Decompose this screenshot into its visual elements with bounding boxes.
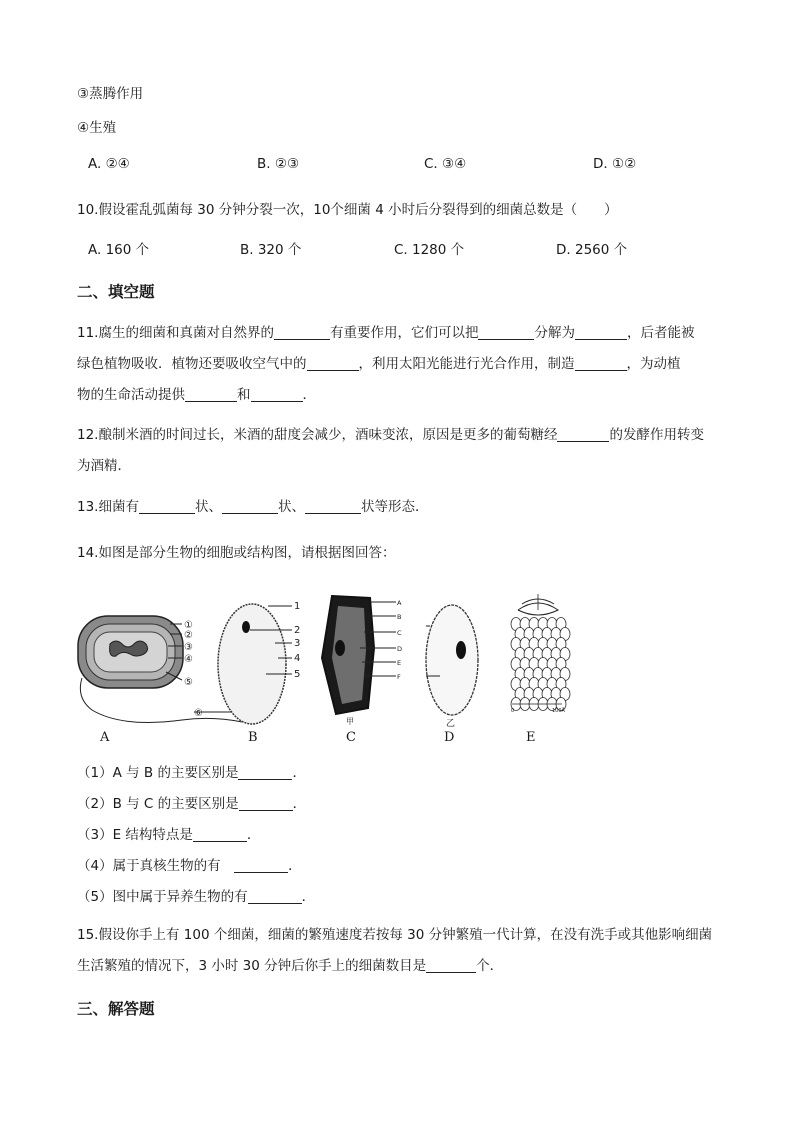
q15-text: 15.假设你手上有 100 个细菌，细菌的繁殖速度若按每 30 分钟繁殖一代计算，在没有洗手或其他影响细菌 — [77, 927, 713, 943]
a-part-label: ① — [184, 620, 193, 631]
sub-question-text: ． — [246, 827, 261, 843]
q13-text: 13.细菌有 — [77, 499, 139, 515]
q11-text: 和 — [237, 387, 251, 403]
q11-text: 分解为 — [534, 325, 575, 341]
q14-sub-4 — [77, 854, 302, 874]
sub-question-text: ． — [292, 796, 307, 812]
answer-blank[interactable] — [193, 826, 247, 842]
q10-option-a[interactable]: A. 160 个 — [88, 242, 150, 258]
q9-option-b[interactable]: B. ②③ — [257, 156, 300, 172]
answer-blank[interactable] — [238, 764, 292, 780]
c-caption: 甲 — [346, 717, 354, 726]
section-title-answer: 三、解答题 — [77, 1000, 155, 1018]
q10-option-b[interactable]: B. 320 个 — [240, 242, 302, 258]
sub-question-text: ． — [288, 858, 302, 874]
answer-blank[interactable] — [234, 857, 288, 873]
answer-blank[interactable] — [557, 426, 609, 442]
q11-text: 物的生命活动提供 — [77, 387, 185, 403]
sub-question-text: （5）图中属于异养生物的有 — [77, 889, 248, 905]
q11-text: ，为动植 — [626, 356, 681, 372]
figure-label-a: A — [100, 730, 110, 745]
a-part-label: ② — [184, 630, 193, 641]
q11-text: ，利用太阳光能进行光合作用，制造 — [358, 356, 575, 372]
q15 — [77, 920, 722, 982]
plant-cell-drawing — [322, 596, 396, 714]
c-part-label: B — [397, 613, 402, 621]
q14-sub-3 — [77, 823, 260, 843]
cell-d-drawing — [426, 605, 478, 715]
answer-blank[interactable] — [251, 386, 303, 402]
answer-blank[interactable] — [139, 498, 195, 514]
q11-text: ． — [302, 387, 316, 403]
q14-sub-2 — [77, 792, 306, 812]
q12-text: 12.酿制米酒的时间过长，米酒的甜度会减少，酒味变浓，原因是更多的葡萄糖经 — [77, 427, 558, 443]
answer-blank[interactable] — [575, 324, 627, 340]
b-part-label: 3 — [294, 638, 301, 649]
a-part-label: ⑥ — [194, 708, 203, 719]
c-part-label: D — [397, 645, 403, 653]
a-part-label: ④ — [184, 654, 193, 665]
q14-stem: 14.如图是部分生物的细胞或结构图，请根据图回答： — [77, 545, 396, 561]
answer-blank[interactable] — [575, 355, 627, 371]
q10-option-c[interactable]: C. 1280 个 — [394, 242, 465, 258]
figure-label-b: B — [248, 730, 258, 745]
q11-text: 有重要作用，它们可以把 — [329, 325, 479, 341]
q9-option-c[interactable]: C. ③④ — [424, 156, 467, 172]
q14-sub-1 — [77, 761, 306, 781]
cell-structure-figure — [70, 588, 590, 750]
c-part-label: C — [397, 629, 402, 637]
sub-question-text: ． — [292, 765, 306, 781]
answer-blank[interactable] — [478, 324, 534, 340]
b-part-label: 1 — [294, 601, 301, 612]
answer-blank[interactable] — [305, 498, 361, 514]
b-part-label: 4 — [294, 653, 301, 664]
e-scale-left: 0 — [511, 708, 515, 714]
answer-blank[interactable] — [185, 386, 237, 402]
q11-text: 11.腐生的细菌和真菌对自然界的 — [77, 325, 274, 341]
q9-item-3: ③蒸腾作用 — [77, 86, 144, 102]
q10-option-d[interactable]: D. 2560 个 — [556, 242, 628, 258]
sub-question-text: ． — [301, 889, 316, 905]
b-part-label: 5 — [294, 669, 301, 680]
virus-drawing — [511, 594, 570, 711]
c-part-label: F — [397, 673, 401, 681]
q12-text: 为酒精． — [77, 458, 131, 474]
q15-text: 个． — [476, 958, 504, 974]
q9-option-d[interactable]: D. ①② — [593, 156, 637, 172]
figure-label-c: C — [346, 730, 356, 745]
section-title-fill-blank: 二、填空题 — [77, 283, 155, 301]
c-part-label: E — [397, 659, 402, 667]
q13 — [77, 492, 722, 523]
c-part-label: A — [397, 599, 402, 607]
animal-cell-drawing — [218, 604, 292, 724]
a-part-label: ⑤ — [184, 677, 193, 688]
answer-blank[interactable] — [426, 957, 476, 973]
q15-text: 生活繁殖的情况下，3 小时 30 分钟后你手上的细菌数目是 — [77, 958, 427, 974]
q9-item-4: ④生殖 — [77, 120, 117, 136]
a-part-label: ③ — [184, 642, 193, 653]
e-scale-right: 100Å — [552, 708, 565, 714]
b-part-label: 2 — [294, 625, 301, 636]
q11-text: 绿色植物吸收．植物还要吸收空气中的 — [77, 356, 307, 372]
d-caption: 乙 — [446, 719, 456, 729]
q11 — [77, 318, 722, 411]
q11-text: ，后者能被 — [626, 325, 695, 341]
sub-question-text: （1）A 与 B 的主要区别是 — [77, 765, 239, 781]
answer-blank[interactable] — [239, 795, 293, 811]
figure-label-d: D — [444, 730, 455, 745]
q12-text: 的发酵作用转变 — [609, 427, 704, 443]
q13-text: 状等形态． — [360, 499, 429, 515]
sub-question-text: （2）B 与 C 的主要区别是 — [77, 796, 239, 812]
q12 — [77, 420, 722, 482]
answer-blank[interactable] — [222, 498, 278, 514]
q14-sub-5 — [77, 885, 315, 905]
answer-blank[interactable] — [248, 888, 302, 904]
q13-text: 状、 — [277, 499, 305, 515]
figure-drawings — [70, 588, 590, 750]
sub-question-text: （4）属于真核生物的有 — [77, 858, 235, 874]
answer-blank[interactable] — [274, 324, 330, 340]
q9-option-a[interactable]: A. ②④ — [88, 156, 130, 172]
answer-blank[interactable] — [307, 355, 359, 371]
q10-stem: 10.假设霍乱弧菌每 30 分钟分裂一次，10个细菌 4 小时后分裂得到的细菌总数是（ ） — [77, 202, 618, 218]
q13-text: 状、 — [194, 499, 222, 515]
figure-label-e: E — [526, 730, 536, 745]
sub-question-text: （3）E 结构特点是 — [77, 827, 193, 843]
